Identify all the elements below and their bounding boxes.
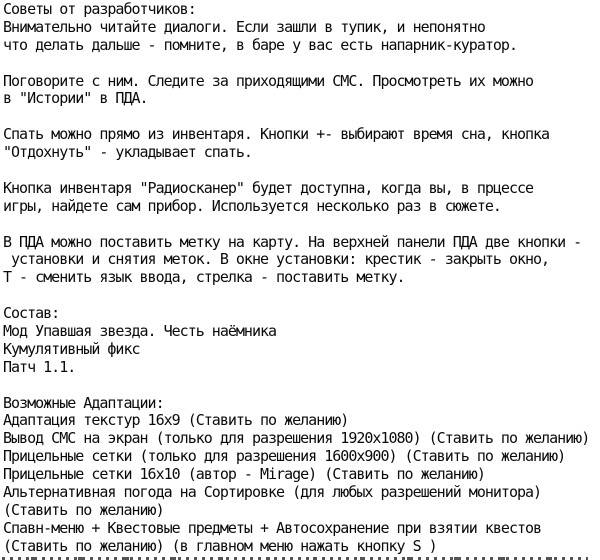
text-line: Спать можно прямо из инвентаря. Кнопки +- выбирают время сна, кнопка <box>3 125 550 144</box>
text-line: Вывод СМС на экран (только для разрешения 1920x1080) (Ставить по желанию) <box>3 429 590 448</box>
text-line: Т - сменить язык ввода, стрелка - поставить метку. <box>3 268 405 287</box>
text-line: что делать дальше - помните, в баре у вас есть напарник-куратор. <box>3 35 517 54</box>
text-line: Патч 1.1. <box>3 357 76 376</box>
text-line <box>3 108 600 126</box>
text-line: (Ставить по желанию) (в главном меню нажать кнопку S ) <box>3 536 437 555</box>
text-line: Советы от разработчиков: <box>3 0 196 18</box>
text-line: Кнопка инвентаря "Радиосканер" будет доступна, когда вы, в прцессе <box>3 178 534 197</box>
text-line <box>3 55 600 73</box>
text-line: Возможные Адаптации: <box>3 393 164 412</box>
text-line: Внимательно читайте диалоги. Если зашли в тупик, и непонятно <box>3 17 485 36</box>
text-line: в "Истории" в ПДА. <box>3 89 148 108</box>
text-line <box>3 216 600 234</box>
text-line: Кумулятивный фикс <box>3 339 140 358</box>
text-line <box>3 287 600 305</box>
text-line: Адаптация текстур 16x9 (Ставить по желанию) <box>3 411 349 430</box>
text-line: Прицельные сетки (только для разрешения 1600x900) (Ставить по желанию) <box>3 447 566 466</box>
text-line: Мод Упавшая звезда. Честь наёмника <box>3 322 277 341</box>
text-line: игры, найдете сам прибор. Используется несколько раз в сюжете. <box>3 196 501 215</box>
text-line: установки и снятия меток. В окне установки: крестик - закрыть окно, <box>3 250 550 269</box>
text-line: (Ставить по желанию) <box>3 500 164 519</box>
text-line <box>3 377 600 395</box>
text-line: Поговорите с ним. Следите за приходящими СМС. Просмотреть их можно <box>3 71 534 90</box>
text-line: Прицельные сетки 16x10 (автор - Mirage) (Ставить по желанию) <box>3 465 485 484</box>
text-line: В ПДА можно поставить метку на карту. На верхней панели ПДА две кнопки - <box>3 232 582 251</box>
text-line: Альтернативная погода на Сортировке (для любых разрешений монитора) <box>3 483 542 502</box>
text-line: "Отдохнуть" - укладывает спать. <box>3 143 252 162</box>
text-line: Спавн-меню + Квестовые предметы + Автосохранение при взятии квестов <box>3 518 542 537</box>
text-line: Состав: <box>3 304 60 323</box>
clipped-next-line-fragment <box>2 557 588 560</box>
text-line <box>3 162 600 180</box>
